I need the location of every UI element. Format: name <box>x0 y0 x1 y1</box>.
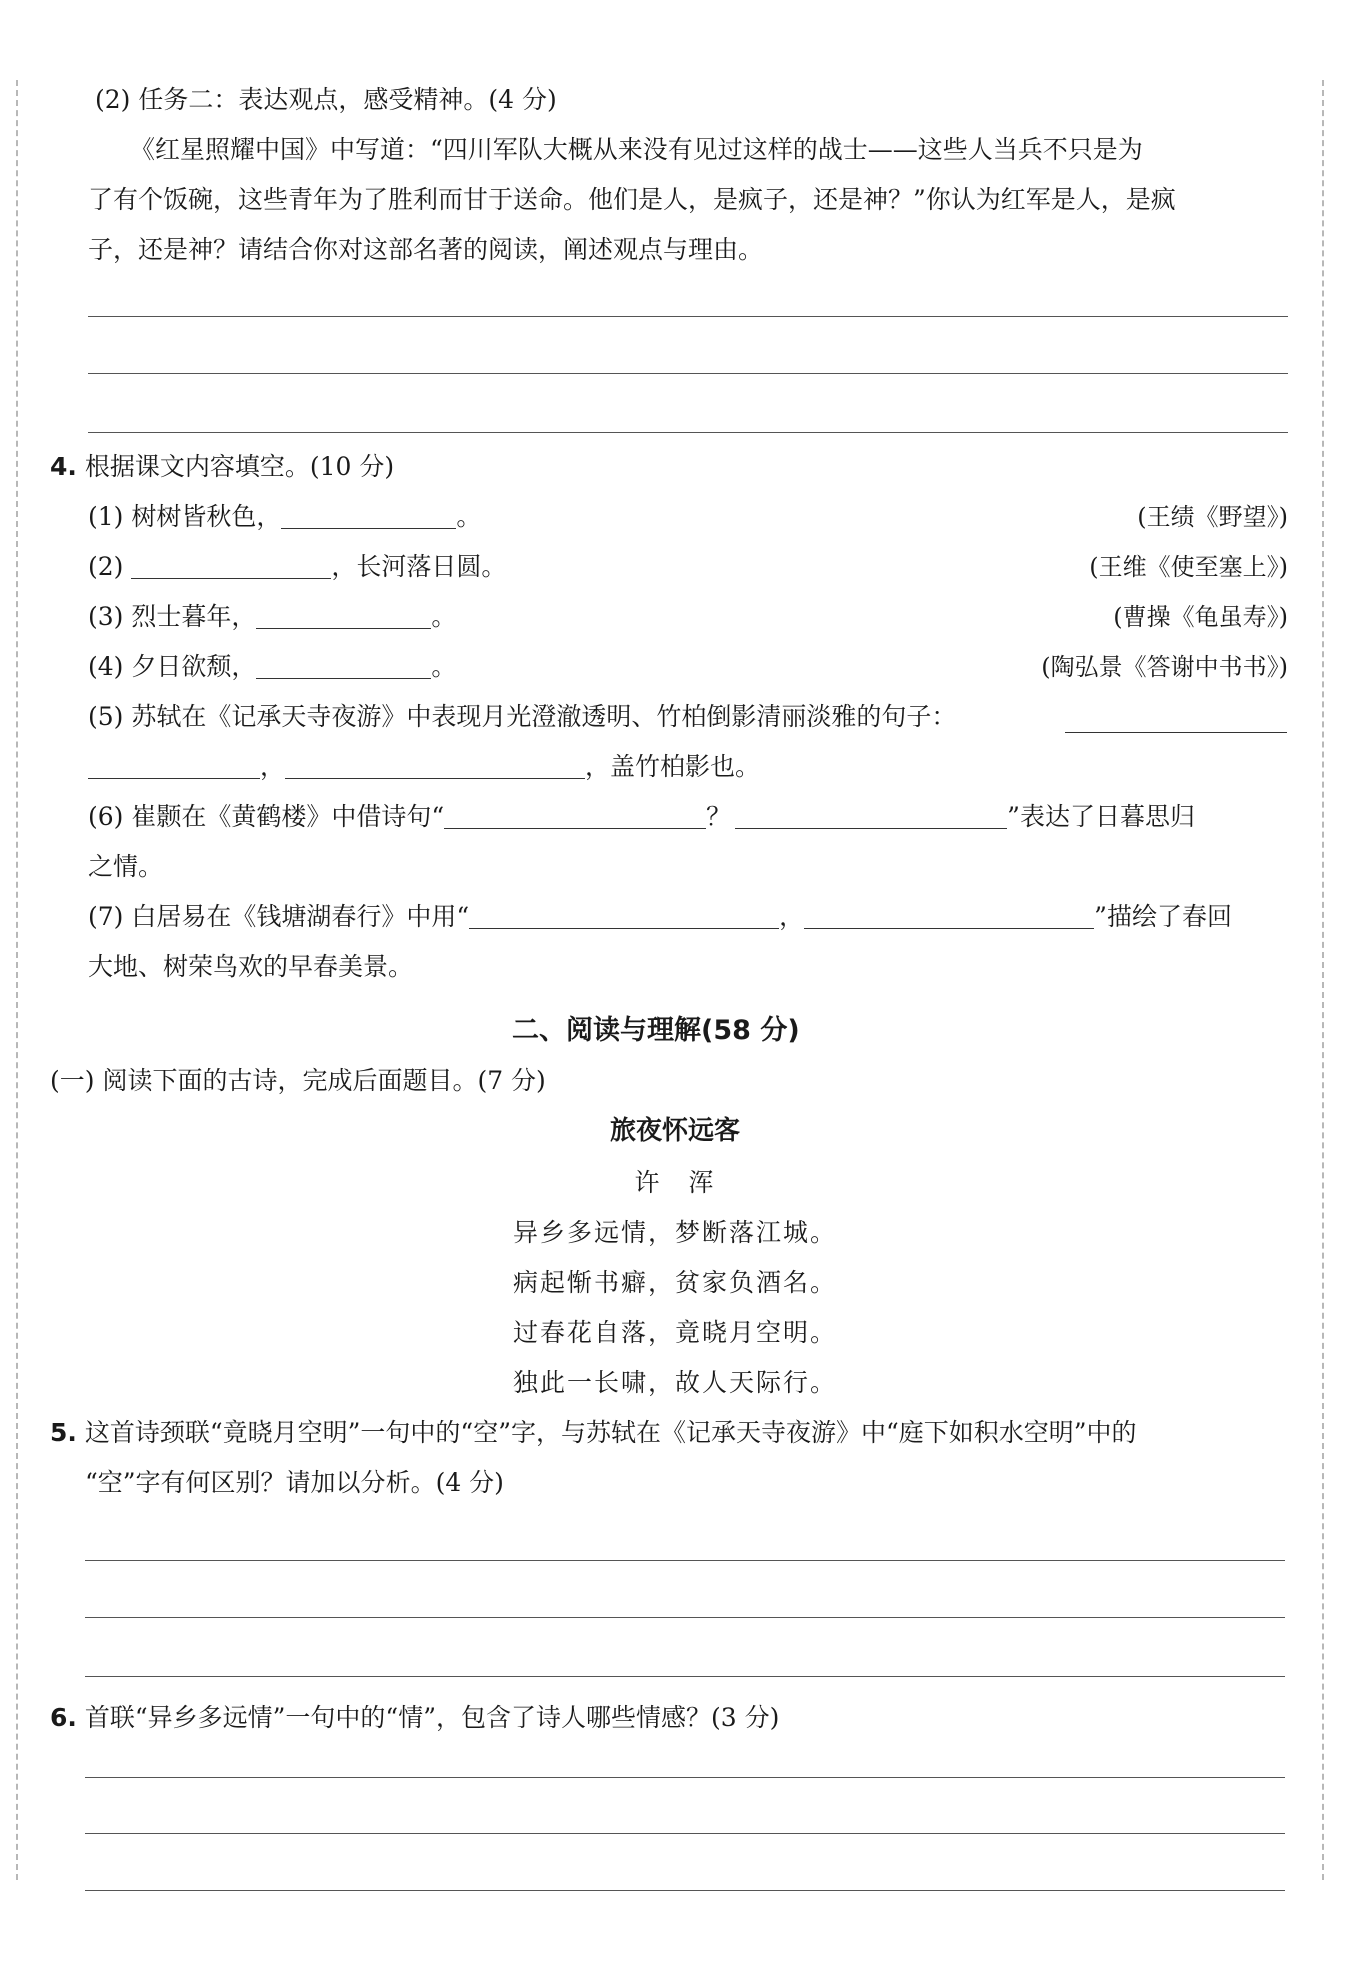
fill-item-7: (7) 白居易在《钱塘湖春行》中用“ ， ”描绘了春回 <box>88 902 1232 931</box>
answer-line[interactable] <box>85 1676 1285 1677</box>
poem-line: 独此一长啸，故人天际行。 <box>512 1368 837 1397</box>
answer-line[interactable] <box>88 316 1288 317</box>
source-citation: (陶弘景《答谢中书书》) <box>1041 653 1288 681</box>
fill-blank[interactable] <box>444 800 706 829</box>
question-5-line2: “空”字有何区别？请加以分析。(4 分) <box>85 1468 504 1497</box>
fill-blank[interactable] <box>256 650 431 679</box>
fill-item-7-line2: 大地、树荣鸟欢的早春美景。 <box>88 952 414 981</box>
poem-line: 过春花自落，竟晓月空明。 <box>512 1318 837 1347</box>
question-text: 首联“异乡多远情”一句中的“情”，包含了诗人哪些情感？(3 分) <box>84 1703 780 1732</box>
fill-item-4: (4) 夕日欲颓， 。 <box>88 652 457 681</box>
fill-blank[interactable] <box>281 500 456 529</box>
fill-blank[interactable] <box>131 550 331 579</box>
source-citation: (曹操《龟虽寿》) <box>1113 603 1288 631</box>
answer-line[interactable] <box>85 1890 1285 1891</box>
fill-blank[interactable] <box>1065 704 1287 733</box>
task2-paragraph-line2: 了有个饭碗，这些青年为了胜利而甘于送命。他们是人，是疯子，还是神？”你认为红军是人，是疯 <box>88 185 1176 214</box>
subsection-heading: (一) 阅读下面的古诗，完成后面题目。(7 分) <box>50 1066 546 1095</box>
fill-item-6: (6) 崔颢在《黄鹤楼》中借诗句“ ？ ”表达了日暮思归 <box>88 802 1195 831</box>
fill-item-5-line2: ， ，盖竹柏影也。 <box>88 747 760 787</box>
fill-blank[interactable] <box>256 600 431 629</box>
answer-line[interactable] <box>88 432 1288 433</box>
task2-paragraph-line3: 子，还是神？请结合你对这部名著的阅读，阐述观点与理由。 <box>88 235 764 264</box>
question-4 <box>50 447 394 487</box>
poem-author: 许 浑 <box>634 1168 716 1197</box>
answer-line[interactable] <box>85 1777 1285 1778</box>
fill-item-5: (5) 苏轼在《记承天寺夜游》中表现月光澄澈透明、竹柏倒影清丽淡雅的句子： <box>88 702 957 731</box>
fill-item-3: (3) 烈士暮年， 。 <box>88 602 457 631</box>
fill-blank[interactable] <box>88 750 260 779</box>
task2-paragraph-line1: 《红星照耀中国》中写道：“四川军队大概从来没有见过这样的战士——这些人当兵不只是为 <box>130 135 1143 164</box>
left-margin-line <box>16 80 18 1880</box>
answer-line[interactable] <box>85 1617 1285 1618</box>
question-number: 4. <box>50 452 77 481</box>
poem-title: 旅夜怀远客 <box>609 1116 740 1146</box>
question-text: 这首诗颈联“竟晓月空明”一句中的“空”字，与苏轼在《记承天寺夜游》中“庭下如积水空明”中的 <box>84 1418 1137 1447</box>
section-title: 二、阅读与理解(58 分) <box>512 1015 800 1046</box>
poem-line: 病起惭书癖，贫家负酒名。 <box>512 1268 837 1297</box>
right-margin-line <box>1322 80 1324 1880</box>
answer-line[interactable] <box>85 1833 1285 1834</box>
answer-line[interactable] <box>85 1560 1285 1561</box>
source-citation: (王绩《野望》) <box>1137 503 1288 531</box>
fill-blank[interactable] <box>285 750 585 779</box>
fill-item-1: (1) 树树皆秋色， 。 <box>88 502 482 531</box>
answer-line[interactable] <box>88 373 1288 374</box>
task2-heading: (2) 任务二：表达观点，感受精神。(4 分) <box>95 85 557 114</box>
fill-blank[interactable] <box>804 900 1094 929</box>
fill-blank[interactable] <box>469 900 779 929</box>
question-5 <box>50 1413 1137 1453</box>
fill-item-2: (2) ，长河落日圆。 <box>88 552 507 581</box>
question-number: 6. <box>50 1703 77 1732</box>
source-citation: (王维《使至塞上》) <box>1089 553 1288 581</box>
poem-line: 异乡多远情，梦断落江城。 <box>512 1218 837 1247</box>
fill-item-6-line2: 之情。 <box>88 852 164 881</box>
question-number: 5. <box>50 1418 77 1447</box>
fill-blank[interactable] <box>735 800 1007 829</box>
question-heading: 根据课文内容填空。(10 分) <box>84 452 395 481</box>
question-6 <box>50 1698 779 1738</box>
